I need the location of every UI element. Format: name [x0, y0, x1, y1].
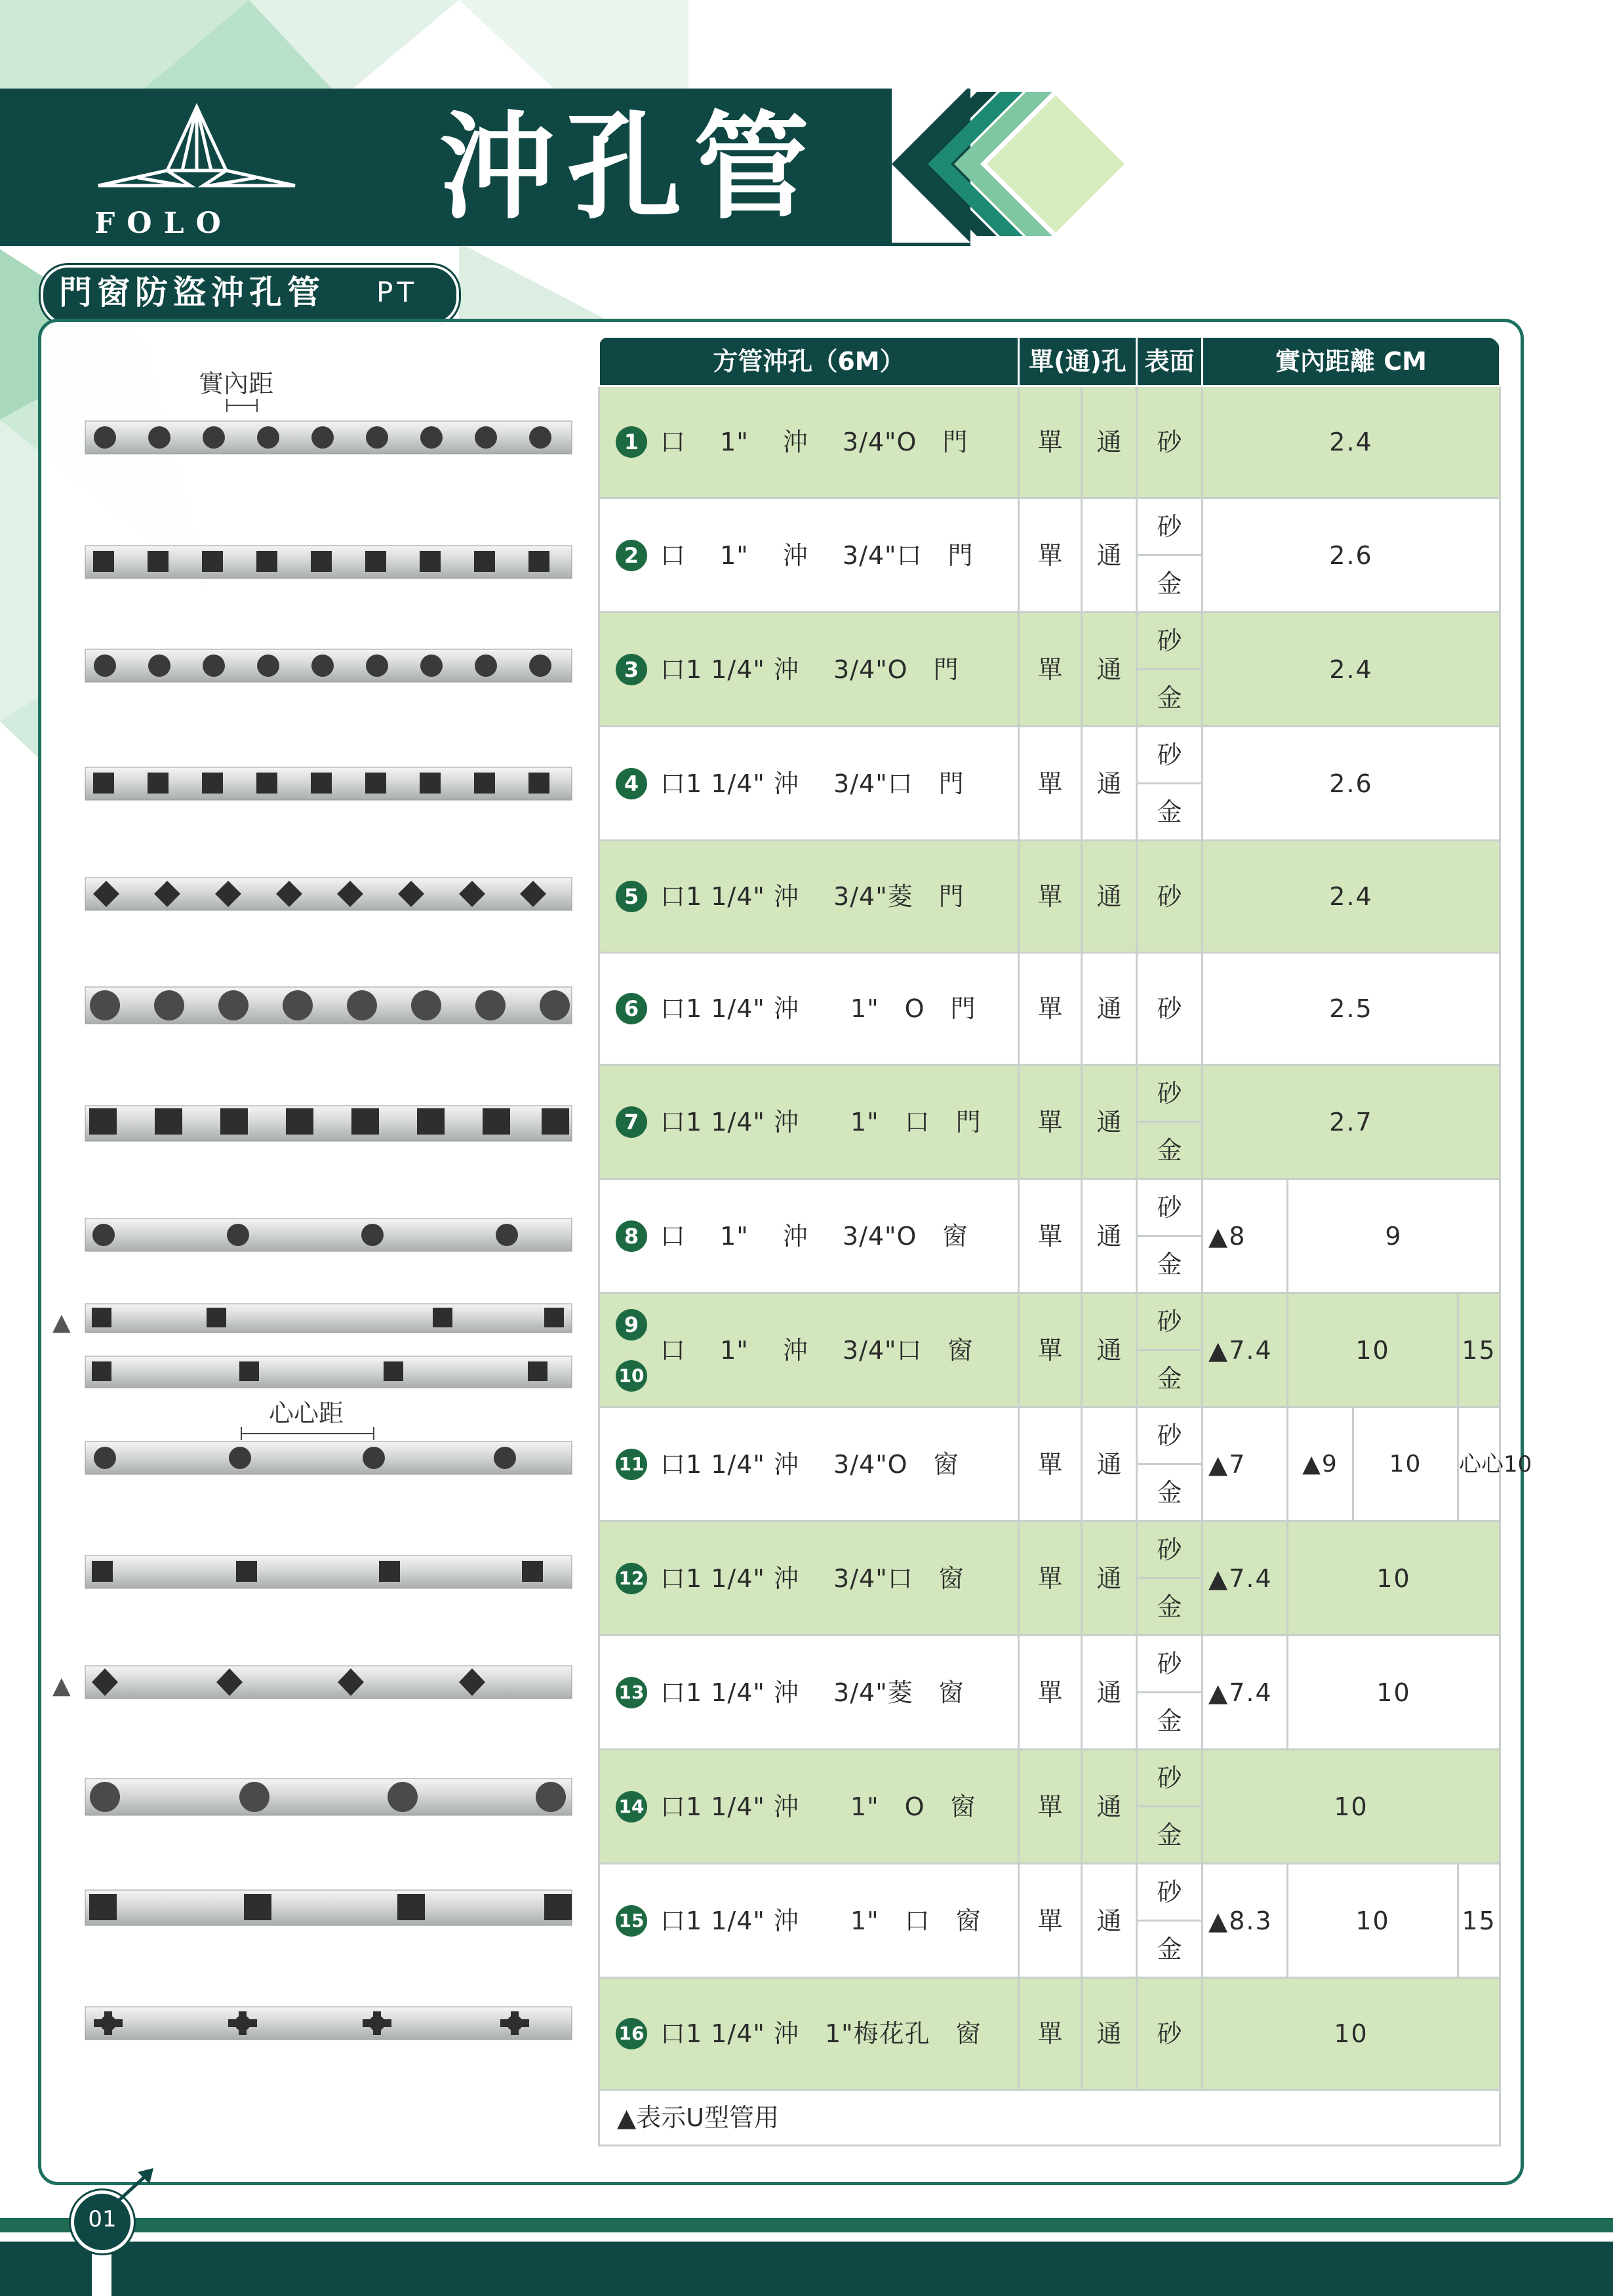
surface-cell: 砂: [1137, 1521, 1203, 1579]
table-row: [599, 386, 1500, 498]
surface-cell: 砂: [1137, 1407, 1203, 1464]
table-row: [599, 1750, 1500, 1807]
table-row: [599, 953, 1500, 1065]
distance-center-value: 心心10: [1458, 1407, 1500, 1521]
row-number-badge: 4: [616, 768, 647, 799]
distance-u-value: ▲7: [1203, 1407, 1288, 1521]
row-number-badge: 11: [616, 1449, 647, 1480]
hole-single: 單: [1019, 1293, 1082, 1407]
surface-cell: 金: [1137, 1122, 1203, 1179]
hole-through: 通: [1082, 1521, 1137, 1636]
surface-cell: 砂: [1137, 613, 1203, 670]
table-row: [599, 1179, 1500, 1236]
distance-value: 2.6: [1203, 727, 1500, 841]
distance-u-value: ▲7.4: [1203, 1293, 1288, 1407]
spec-text: 口1 1/4" 沖 3/4"菱 窗: [660, 1678, 965, 1707]
triangle-marker-icon: ▲: [52, 1309, 71, 1336]
table-row: [599, 498, 1500, 555]
surface-cell: 金: [1137, 1464, 1203, 1521]
hole-single: 單: [1019, 1864, 1082, 1978]
distance-value: 10: [1288, 1864, 1458, 1978]
surface-cell: 砂: [1137, 498, 1203, 555]
row-number-badge: 12: [616, 1563, 647, 1594]
page-title: 沖孔管: [439, 99, 822, 235]
table-row: [599, 1521, 1500, 1579]
inner-spacing-label: 實內距: [199, 369, 274, 398]
spec-text: 口 1" 沖 3/4"口 門: [660, 540, 974, 570]
triangle-marker-icon: ▲: [52, 1672, 71, 1699]
hole-through: 通: [1082, 1065, 1137, 1179]
surface-cell: 砂: [1137, 1293, 1203, 1350]
surface-cell: 砂: [1137, 1179, 1203, 1236]
hole-through: 通: [1082, 386, 1137, 498]
hole-single: 單: [1019, 1978, 1082, 2090]
hole-through: 通: [1082, 1179, 1137, 1293]
hole-through: 通: [1082, 1636, 1137, 1750]
spec-text: 口1 1/4" 沖 3/4"O 門: [660, 655, 959, 684]
spec-text: 口1 1/4" 沖 1" 口 門: [660, 1107, 982, 1137]
distance-u-value: ▲7.4: [1203, 1636, 1288, 1750]
distance-value: 10: [1288, 1521, 1500, 1636]
table-row: [599, 1407, 1500, 1464]
spec-text: 口1 1/4" 沖 1"梅花孔 窗: [660, 2019, 982, 2048]
spec-text: 口1 1/4" 沖 3/4"菱 門: [660, 882, 965, 911]
header-hole: 單(通)孔: [1019, 337, 1137, 386]
hole-single: 單: [1019, 1636, 1082, 1750]
hole-through: 通: [1082, 727, 1137, 841]
row-number-badge: 2: [616, 540, 647, 571]
spec-text: 口1 1/4" 沖 1" O 窗: [660, 1792, 976, 1821]
header-spec: 方管沖孔（6M）: [599, 337, 1019, 386]
hole-single: 單: [1019, 498, 1082, 613]
page-arrow-icon: [111, 2168, 157, 2207]
hole-through: 通: [1082, 613, 1137, 727]
distance-u-value: ▲8.3: [1203, 1864, 1288, 1978]
chevron-arrow-icon: [892, 85, 1128, 256]
distance-value: 10: [1288, 1636, 1500, 1750]
surface-cell: 金: [1137, 1236, 1203, 1293]
distance-u-value: ▲8: [1203, 1179, 1288, 1293]
hole-single: 單: [1019, 1521, 1082, 1636]
row-number-badge: 13: [616, 1677, 647, 1708]
spec-text: 口1 1/4" 沖 3/4"O 窗: [660, 1449, 959, 1479]
hole-through: 通: [1082, 498, 1137, 613]
spec-text: 口 1" 沖 3/4"口 窗: [660, 1335, 974, 1365]
spec-text: 口 1" 沖 3/4"O 窗: [660, 1221, 968, 1251]
page-stem: [92, 2249, 111, 2296]
table-row: [599, 1293, 1500, 1350]
distance-value: 10: [1353, 1407, 1458, 1521]
row-number-badge: 3: [616, 654, 647, 685]
surface-cell: 砂: [1137, 1750, 1203, 1807]
hole-single: 單: [1019, 953, 1082, 1065]
spec-text: 口1 1/4" 沖 3/4"口 門: [660, 769, 965, 798]
distance-value: 2.4: [1203, 841, 1500, 953]
row-number-badge: 15: [616, 1905, 647, 1937]
distance-value: 2.4: [1203, 386, 1500, 498]
row-number-badge: 7: [616, 1106, 647, 1138]
hole-through: 通: [1082, 1407, 1137, 1521]
hole-through: 通: [1082, 1978, 1137, 2090]
row-number-badge: 5: [616, 881, 647, 912]
footer-bar: [0, 2218, 1613, 2232]
surface-cell: 金: [1137, 784, 1203, 841]
table-row: [599, 1636, 1500, 1693]
row-number-badge: 16: [616, 2018, 647, 2049]
distance-value-alt: 15: [1458, 1864, 1500, 1978]
hole-single: 單: [1019, 1750, 1082, 1864]
surface-cell: 砂: [1137, 386, 1203, 498]
table-row: [599, 1978, 1500, 2090]
spec-text: 口 1" 沖 3/4"O 門: [660, 428, 968, 456]
table-note: ▲表示U型管用: [599, 2090, 1500, 2146]
hole-through: 通: [1082, 841, 1137, 953]
hole-single: 單: [1019, 613, 1082, 727]
spec-text: 口1 1/4" 沖 1" 口 窗: [660, 1906, 982, 1935]
hole-through: 通: [1082, 1293, 1137, 1407]
hole-single: 單: [1019, 1065, 1082, 1179]
table-row: [599, 1864, 1500, 1921]
hole-through: 通: [1082, 1750, 1137, 1864]
distance-value: 2.4: [1203, 613, 1500, 727]
spec-text: 口1 1/4" 沖 3/4"口 窗: [660, 1563, 965, 1593]
center-spacing-label: 心心距: [269, 1399, 344, 1428]
table-row: [599, 613, 1500, 670]
surface-cell: 砂: [1137, 1636, 1203, 1693]
surface-cell: 砂: [1137, 727, 1203, 784]
page-number: 01: [88, 2206, 117, 2232]
surface-cell: 金: [1137, 670, 1203, 727]
tube-illustrations: [0, 0, 590, 2099]
surface-cell: 金: [1137, 1921, 1203, 1978]
distance-value: 9: [1288, 1179, 1500, 1293]
surface-cell: 金: [1137, 1579, 1203, 1636]
hole-single: 單: [1019, 841, 1082, 953]
spec-text: 口1 1/4" 沖 1" O 門: [660, 994, 976, 1023]
header-distance: 實內距離 CM: [1203, 337, 1500, 386]
table-row: [599, 1065, 1500, 1122]
header-surface: 表面: [1137, 337, 1203, 386]
surface-cell: 砂: [1137, 1864, 1203, 1921]
row-number-badge: 10: [616, 1360, 647, 1392]
surface-cell: 金: [1137, 1350, 1203, 1407]
hole-single: 單: [1019, 727, 1082, 841]
surface-cell: 砂: [1137, 953, 1203, 1065]
surface-cell: 砂: [1137, 1065, 1203, 1122]
hole-single: 單: [1019, 1179, 1082, 1293]
row-number-badge: 9: [616, 1309, 647, 1340]
logo-text: FOLO: [94, 207, 233, 240]
distance-u-value: ▲7.4: [1203, 1521, 1288, 1636]
distance-value: 10: [1288, 1293, 1458, 1407]
subtitle-label: 門窗防盜沖孔管: [59, 273, 325, 312]
surface-cell: 金: [1137, 1807, 1203, 1864]
surface-cell: 砂: [1137, 841, 1203, 953]
distance-value: 10: [1203, 1978, 1500, 2090]
hole-through: 通: [1082, 953, 1137, 1065]
footer-band: [0, 2242, 1613, 2296]
spec-table: [598, 336, 1532, 2146]
distance-value: 2.7: [1203, 1065, 1500, 1179]
distance-value-alt: 15: [1458, 1293, 1500, 1407]
row-number-badge: 6: [616, 993, 647, 1024]
table-row: [599, 727, 1500, 784]
row-number-badge: 14: [616, 1791, 647, 1823]
hole-single: 單: [1019, 386, 1082, 498]
distance-value: 2.6: [1203, 498, 1500, 613]
hole-through: 通: [1082, 1864, 1137, 1978]
subtitle-code: PT: [376, 276, 418, 308]
surface-cell: 砂: [1137, 1978, 1203, 2090]
distance-value: 10: [1203, 1750, 1500, 1864]
distance-u-value-2: ▲9: [1288, 1407, 1353, 1521]
surface-cell: 金: [1137, 555, 1203, 613]
hole-single: 單: [1019, 1407, 1082, 1521]
surface-cell: 金: [1137, 1693, 1203, 1750]
row-number-badge: 1: [616, 426, 647, 458]
table-row: [599, 841, 1500, 953]
row-number-badge: 8: [616, 1220, 647, 1252]
distance-value: 2.5: [1203, 953, 1500, 1065]
